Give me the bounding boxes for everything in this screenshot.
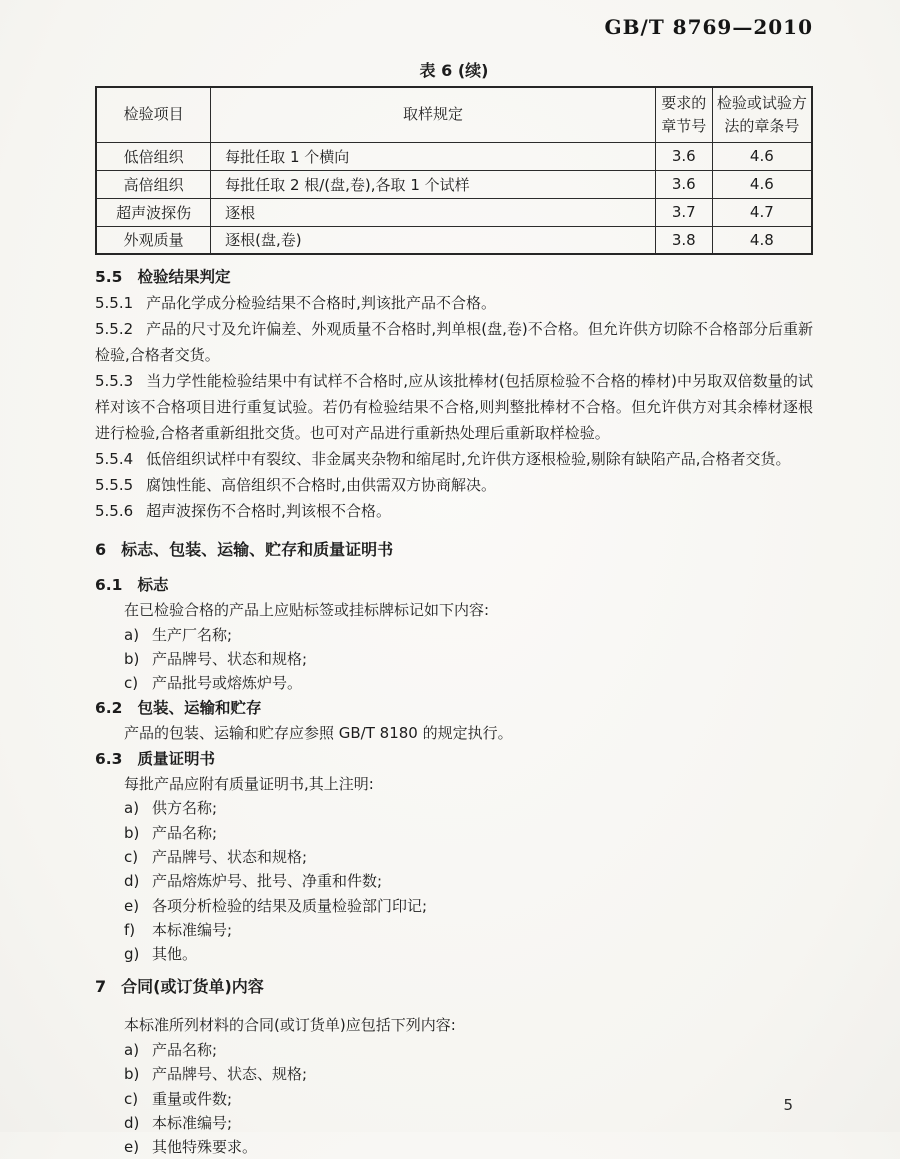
col-header-required-clause-line1: 要求的 <box>661 93 707 112</box>
col-header-required-clause <box>655 87 712 142</box>
clause-number: 5.5.5 <box>95 476 134 494</box>
list-item <box>95 1087 813 1111</box>
list-marker: g) <box>124 945 140 964</box>
clause-text: 当力学性能检验结果中有试样不合格时,应从该批棒材(包括原检验不合格的棒材)中另取双倍数量的试样对该不合格项目进行重复试验。若仍有检验结果不合格,则判整批棒材不合格。但允许供方对其余棒材逐根进行检验,合格者重新组批交货。也可对产品进行重新热处理后重新取样检验。 <box>95 372 813 442</box>
paragraph-6-2-body: 产品的包装、运输和贮存应参照 GB/T 8180 的规定执行。 <box>124 724 513 743</box>
col-header-item: 检验项目 <box>96 87 211 142</box>
heading-number: 6.1 <box>95 576 123 594</box>
clause-number: 5.5.1 <box>95 294 134 312</box>
list-text: 本标准编号; <box>152 1113 233 1132</box>
clause-number: 5.5.2 <box>95 320 134 338</box>
col-header-test-method <box>712 87 812 142</box>
list-text: 其他特殊要求。 <box>152 1138 258 1157</box>
list-text: 生产厂名称; <box>152 625 233 644</box>
list-item <box>95 894 813 918</box>
table-row <box>96 198 812 226</box>
cell-sampling: 每批任取 1 个横向 <box>211 142 656 170</box>
list-item <box>95 845 813 869</box>
clause-number: 5.5.6 <box>95 502 134 520</box>
heading-6-2 <box>95 695 813 721</box>
cell-item: 低倍组织 <box>96 142 211 170</box>
doc-number: GB/T 8769—2010 <box>604 15 813 39</box>
list-text: 产品牌号、状态和规格; <box>152 649 308 668</box>
list-marker: b) <box>124 649 140 668</box>
clause-5-5-6 <box>95 498 813 524</box>
list-marker: a) <box>124 1040 140 1059</box>
list-marker: a) <box>124 625 140 644</box>
list-item <box>95 671 813 695</box>
list-marker: b) <box>124 823 140 842</box>
paragraph-7-intro: 本标准所列材料的合同(或订货单)应包括下列内容: <box>124 1016 456 1035</box>
list-marker: f) <box>124 920 136 939</box>
list-marker: c) <box>124 674 139 693</box>
heading-6-3 <box>95 746 813 772</box>
list-marker: c) <box>124 847 139 866</box>
list-marker: d) <box>124 1113 140 1132</box>
clause-text: 低倍组织试样中有裂纹、非金属夹杂物和缩尾时,允许供方逐根检验,剔除有缺陷产品,合格者交货。 <box>146 450 791 468</box>
col-header-test-method-line1: 检验或试验方 <box>716 93 807 112</box>
cell-item: 超声波探伤 <box>96 198 211 226</box>
list-text: 本标准编号; <box>152 920 233 939</box>
heading-number: 6.3 <box>95 749 123 768</box>
cell-item: 高倍组织 <box>96 170 211 198</box>
list-text: 产品熔炼炉号、批号、净重和件数; <box>152 872 383 891</box>
table-header-row <box>96 87 812 142</box>
heading-text: 标志、包装、运输、贮存和质量证明书 <box>121 540 394 559</box>
clause-5-5-3 <box>95 368 813 446</box>
page-number: 5 <box>783 1096 793 1114</box>
list-text: 供方名称; <box>152 799 218 818</box>
heading-text: 标志 <box>137 576 169 594</box>
cell-clause: 3.8 <box>655 226 712 254</box>
list-marker: e) <box>124 1138 140 1157</box>
list-item <box>95 869 813 893</box>
list-item <box>95 1135 813 1159</box>
heading-number: 6 <box>95 540 107 559</box>
table-title: 表 6 (续) <box>419 61 489 80</box>
clause-text: 腐蚀性能、高倍组织不合格时,由供需双方协商解决。 <box>146 476 496 494</box>
paragraph-6-1-intro: 在已检验合格的产品上应贴标签或挂标牌标记如下内容: <box>124 601 490 619</box>
col-header-sampling: 取样规定 <box>211 87 656 142</box>
heading-7 <box>95 974 813 1000</box>
list-marker: e) <box>124 896 140 915</box>
cell-clause: 3.7 <box>655 198 712 226</box>
cell-sampling: 逐根 <box>211 198 656 226</box>
clause-text: 超声波探伤不合格时,判该根不合格。 <box>146 502 391 520</box>
heading-text: 包装、运输和贮存 <box>137 699 262 718</box>
list-item <box>95 796 813 820</box>
heading-6 <box>95 537 813 563</box>
list-item <box>95 1062 813 1086</box>
table-row <box>96 226 812 254</box>
clause-5-5-4 <box>95 446 813 472</box>
list-text: 产品名称; <box>152 1040 218 1059</box>
clause-number: 5.5.4 <box>95 450 134 468</box>
heading-text: 质量证明书 <box>137 749 215 768</box>
clause-text: 产品的尺寸及允许偏差、外观质量不合格时,判单根(盘,卷)不合格。但允许供方切除不合格部分后重新检验,合格者交货。 <box>95 320 813 364</box>
clause-text: 产品化学成分检验结果不合格时,判该批产品不合格。 <box>146 294 496 312</box>
list-item <box>95 918 813 942</box>
list-text: 产品批号或熔炼炉号。 <box>152 674 303 693</box>
heading-text: 合同(或订货单)内容 <box>121 977 264 997</box>
list-text: 各项分析检验的结果及质量检验部门印记; <box>152 896 428 915</box>
clause-5-5-2 <box>95 316 813 368</box>
cell-clause: 3.6 <box>655 142 712 170</box>
cell-sampling: 逐根(盘,卷) <box>211 226 656 254</box>
list-marker: a) <box>124 799 140 818</box>
list-marker: d) <box>124 872 140 891</box>
list-text: 产品名称; <box>152 823 218 842</box>
list-item <box>95 647 813 671</box>
heading-number: 7 <box>95 977 107 997</box>
clause-5-5-1 <box>95 290 813 316</box>
list-item <box>95 942 813 966</box>
list-item <box>95 821 813 845</box>
table-row <box>96 142 812 170</box>
heading-text: 检验结果判定 <box>137 268 231 286</box>
col-header-required-clause-line2: 章节号 <box>661 116 707 135</box>
list-text: 产品牌号、状态、规格; <box>152 1065 308 1084</box>
heading-5-5 <box>95 264 813 290</box>
col-header-test-method-line2: 法的章条号 <box>724 116 800 135</box>
cell-sampling: 每批任取 2 根/(盘,卷),各取 1 个试样 <box>211 170 656 198</box>
page-content <box>95 0 813 1159</box>
paragraph-6-3-intro: 每批产品应附有质量证明书,其上注明: <box>124 774 374 793</box>
cell-method: 4.6 <box>712 142 812 170</box>
cell-clause: 3.6 <box>655 170 712 198</box>
heading-number: 5.5 <box>95 268 123 286</box>
list-item <box>95 623 813 647</box>
list-text: 产品牌号、状态和规格; <box>152 847 308 866</box>
table-row <box>96 170 812 198</box>
cell-method: 4.8 <box>712 226 812 254</box>
list-marker: c) <box>124 1089 139 1108</box>
heading-6-1 <box>95 572 813 598</box>
list-text: 重量或件数; <box>152 1089 233 1108</box>
cell-method: 4.6 <box>712 170 812 198</box>
cell-item: 外观质量 <box>96 226 211 254</box>
list-text: 其他。 <box>152 945 198 964</box>
cell-method: 4.7 <box>712 198 812 226</box>
list-marker: b) <box>124 1065 140 1084</box>
list-item <box>95 1038 813 1062</box>
heading-number: 6.2 <box>95 699 123 718</box>
sampling-table <box>95 86 813 255</box>
clause-5-5-5 <box>95 472 813 498</box>
clause-number: 5.5.3 <box>95 372 134 390</box>
